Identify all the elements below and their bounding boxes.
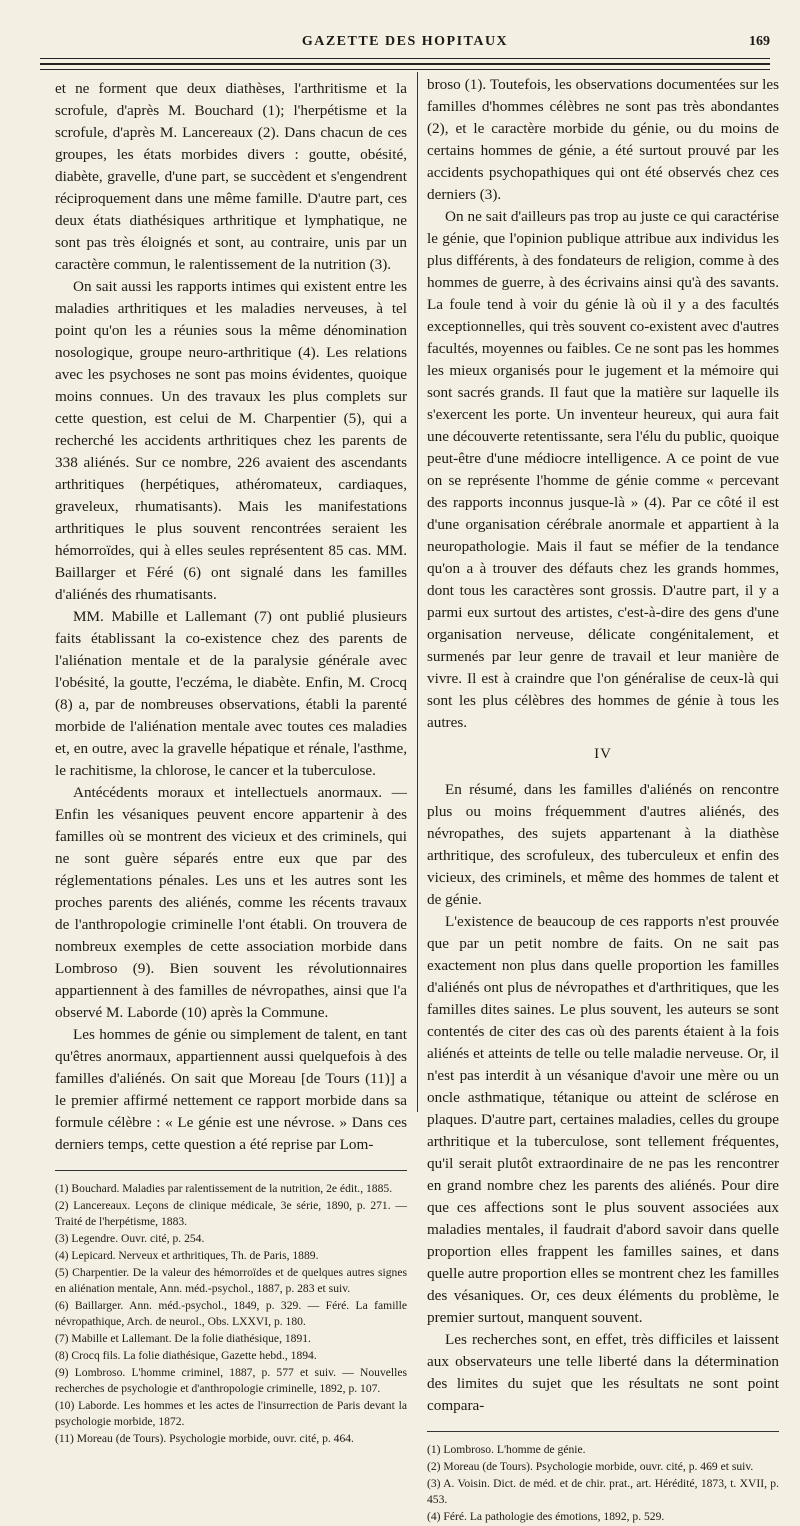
footnote: (2) Lancereaux. Leçons de clinique médicale, 3e série, 1890, p. 271. — Traité de l'herpétisme, 1883.: [55, 1199, 407, 1228]
footnote: (8) Crocq fils. La folie diathésique, Gazette hebd., 1894.: [55, 1349, 317, 1362]
right-footnotes: [427, 1442, 779, 1525]
footnote: (10) Laborde. Les hommes et les actes de l'insurrection de Paris devant la psychologie morbide, 1872.: [55, 1399, 407, 1428]
left-column: [55, 78, 407, 1448]
header-rule: [40, 58, 770, 59]
footnote: (3) Legendre. Ouvr. cité, p. 254.: [55, 1232, 205, 1245]
paragraph: broso (1). Toutefois, les observations documentées sur les familles d'hommes célèbres ne sont pas très abondantes (2), et le caractère morbide du génie, ou du moins de certains hommes de génie, a été surtout prouvé par les accidents psychopathiques qui ont été observés chez ces derniers (3).: [427, 76, 779, 203]
journal-title: GAZETTE DES HOPITAUX: [301, 34, 509, 49]
footnote: (7) Mabille et Lallemant. De la folie diathésique, 1891.: [55, 1332, 311, 1345]
right-column: [427, 74, 779, 1526]
footnote: (11) Moreau (de Tours). Psychologie morbide, ouvr. cité, p. 464.: [55, 1432, 354, 1445]
footnote: (3) A. Voisin. Dict. de méd. et de chir. prat., art. Hérédité, 1873, t. XVII, p. 453.: [427, 1477, 779, 1506]
paragraph: Antécédents moraux et intellectuels anormaux. — Enfin les vésaniques peuvent encore appartenir à des familles où se montrent des vicieux et des criminels, qui ne sont guère séparés entre eux que par des réglementations pénales. Les uns et les autres sont les proches parents des aliénés, comme les récents travaux de l'anthropologie criminelle l'ont établi. On trouvera de nombreux exemples de cette association morbide dans Lombroso (9). Bien souvent les révolutionnaires appartiennent à des familles de névropathes, ainsi que l'a observé M. Laborde (10) après la Commune.: [55, 784, 407, 1021]
footnote: (1) Bouchard. Maladies par ralentissement de la nutrition, 2e édit., 1885.: [55, 1182, 393, 1195]
footnote: (4) Féré. La pathologie des émotions, 1892, p. 529.: [427, 1510, 665, 1523]
footnote: (2) Moreau (de Tours). Psychologie morbide, ouvr. cité, p. 469 et suiv.: [427, 1460, 754, 1473]
paragraph: Les hommes de génie ou simplement de talent, en tant qu'êtres anormaux, appartiennent aussi quelquefois à des familles d'aliénés. On sait que Moreau [de Tours (11)] a le premier affirmé nettement ce rapport morbide dans sa formule célèbre : « Le génie est une névrose. » Dans ces derniers temps, cette question a été reprise par Lom-: [55, 1026, 407, 1153]
column-divider: [417, 72, 418, 1112]
paragraph: En résumé, dans les familles d'aliénés on rencontre plus ou moins fréquemment d'autres aliénés, des névropathes, des sujets appartenant à la diathèse arthritique, des scrofuleux, des tuberculeux et enfin des vicieux, des criminels, et même des hommes de talent et de génie.: [427, 781, 779, 908]
page-number: 169: [749, 34, 770, 49]
right-body: [427, 74, 779, 1417]
page-header: [40, 34, 770, 54]
footnote: (5) Charpentier. De la valeur des hémorroïdes et de quelques autres signes en aliénation mentale, Ann. méd.-psychol., 1887, p. 283 et suiv.: [55, 1266, 407, 1295]
paragraph: Les recherches sont, en effet, très difficiles et laissent aux observateurs une telle liberté dans la détermination des limites du sujet que les résultats ne sont point compara-: [427, 1331, 779, 1414]
section-heading: IV: [594, 746, 612, 762]
paragraph: On ne sait d'ailleurs pas trop au juste ce qui caractérise le génie, que l'opinion publique attribue aux individus les plus différents, à des fondateurs de religion, comme à des hommes de guerre, à des écrivains ainsi qu'à des savants. La foule tend à voir du génie là où il y a des facultés exceptionnelles, qui très souvent co-existent avec d'autres facultés, moyennes ou faibles. Ce ne sont pas les hommes les mieux organisés pour le jugement et la mémoire qui sont sacrés grands. Il faut que la matière sur laquelle ils s'exercent les porte. Un inventeur heureux, qui aura fait une découverte retentissante, sera l'élu du public, quoique peut-être d'une médiocre intelligence. A ce point de vue on se représente l'homme de génie comme « percevant des rapports inconnus jusque-là » (4). Par ce côté il est d'une organisation cérébrale anormale et appartient à la neuropathologie. Mais il faut se méfier de la tendance qu'on a à trouver des défauts chez les grands hommes, dont tous les caractères sont grossis. D'autre part, il y a parmi eux surtout des artistes, c'est-à-dire des gens d'une organisation nerveuse, délicate congénitalement, et surmenés par leur genre de travail et leur manière de vivre. Il est à craindre que l'on généralise de ceux-là qui sont les plus célèbres des hommes de génie à tous les autres.: [427, 208, 779, 731]
footnote: (1) Lombroso. L'homme de génie.: [427, 1443, 586, 1456]
footnote: (9) Lombroso. L'homme criminel, 1887, p. 577 et suiv. — Nouvelles recherches de psychologie et d'anthropologie criminelle, 1892, p. 107.: [55, 1366, 407, 1395]
header-rule: [40, 69, 770, 70]
footnote: (6) Baillarger. Ann. méd.-psychol., 1849, p. 329. — Féré. La famille névropathique, Arch. de neurol., Obs. LXXVI, p. 180.: [55, 1299, 407, 1328]
header-rule: [40, 63, 770, 65]
footnote-rule: [55, 1170, 407, 1171]
left-footnotes: [55, 1181, 407, 1447]
paragraph: L'existence de beaucoup de ces rapports n'est prouvée que par un petit nombre de faits. On ne sait pas exactement non plus dans quelle proportion les familles d'aliénés ont plus de névropathes et d'arthritiques, que les familles dites saines. Le plus souvent, les auteurs se sont contentés de citer des cas où des parents étaient à la fois aliénés et atteints de telle ou telle maladie nerveuse. Or, il n'est pas interdit à un vésanique d'avoir une mère ou un oncle asthmatique, tétanique ou atteint de sclérose en plaques. D'autre part, certaines maladies, celles du groupe arthritique et la tuberculose, sont tellement fréquentes, qu'il serait plutôt extraordinaire de ne pas les rencontrer en grand nombre chez les parents des aliénés. Pour dire que ces affections sont le plus souvent associées aux maladies mentales, il faudrait d'abord savoir dans quelle proportion elles frappent les familles saines, et dans quelle autre proportion elles se montrent chez les familles des vésaniques. Or, ces deux éléments du problème, le premier surtout, manquent souvent.: [427, 913, 779, 1326]
paragraph: et ne forment que deux diathèses, l'arthritisme et la scrofule, d'après M. Bouchard (1); l'herpétisme et la scrofule, d'après M. Lancereaux (2). Dans chacun de ces groupes, les états morbides divers : goutte, obésité, diabète, gravelle, d'une part, se succèdent et s'engendrent réciproquement dans une même famille. D'autre part, ces deux états diathésiques arthritique et lymphatique, ne sont pas très éloignés et sont, au contraire, unis par un caractère commun, le ralentissement de la nutrition (3).: [55, 80, 407, 273]
paragraph: MM. Mabille et Lallemant (7) ont publié plusieurs faits établissant la co-existence chez des parents de l'aliénation mentale et de la paralysie générale avec l'obésité, la goutte, l'eczéma, le diabète. Enfin, M. Crocq (8) a, par de nombreuses observations, établi la parenté morbide de l'aliénation mentale avec toutes ces maladies et, en outre, avec la gravelle hépatique et rénale, l'asthme, le rachitisme, la chlorose, le cancer et la tuberculose.: [55, 608, 407, 779]
footnote-rule: [427, 1431, 779, 1432]
footnote: (4) Lepicard. Nerveux et arthritiques, Th. de Paris, 1889.: [55, 1249, 319, 1262]
paragraph: On sait aussi les rapports intimes qui existent entre les maladies arthritiques et les maladies nerveuses, à tel point qu'on les a réunies sous la même dénomination nosologique, groupe neuro-arthritique (4). Les relations avec les psychoses ne sont pas moins évidentes, quoique moins connues. Un des travaux les plus complets sur cette question, est celui de M. Charpentier (5), qui a recherché les accidents arthritiques chez les parents de 338 aliénés. Sur ce nombre, 226 avaient des ascendants arthritiques (herpétiques, athéromateux, cardiaques, graveleux, rhumatisants). Mais les manifestations arthritiques le plus souvent rencontrées seraient les hémorroïdes, qui à elles seules représentent 85 cas. MM. Baillarger et Féré (6) ont signalé dans les familles d'aliénés des rhumatisants.: [55, 278, 407, 603]
left-body: [55, 78, 407, 1156]
